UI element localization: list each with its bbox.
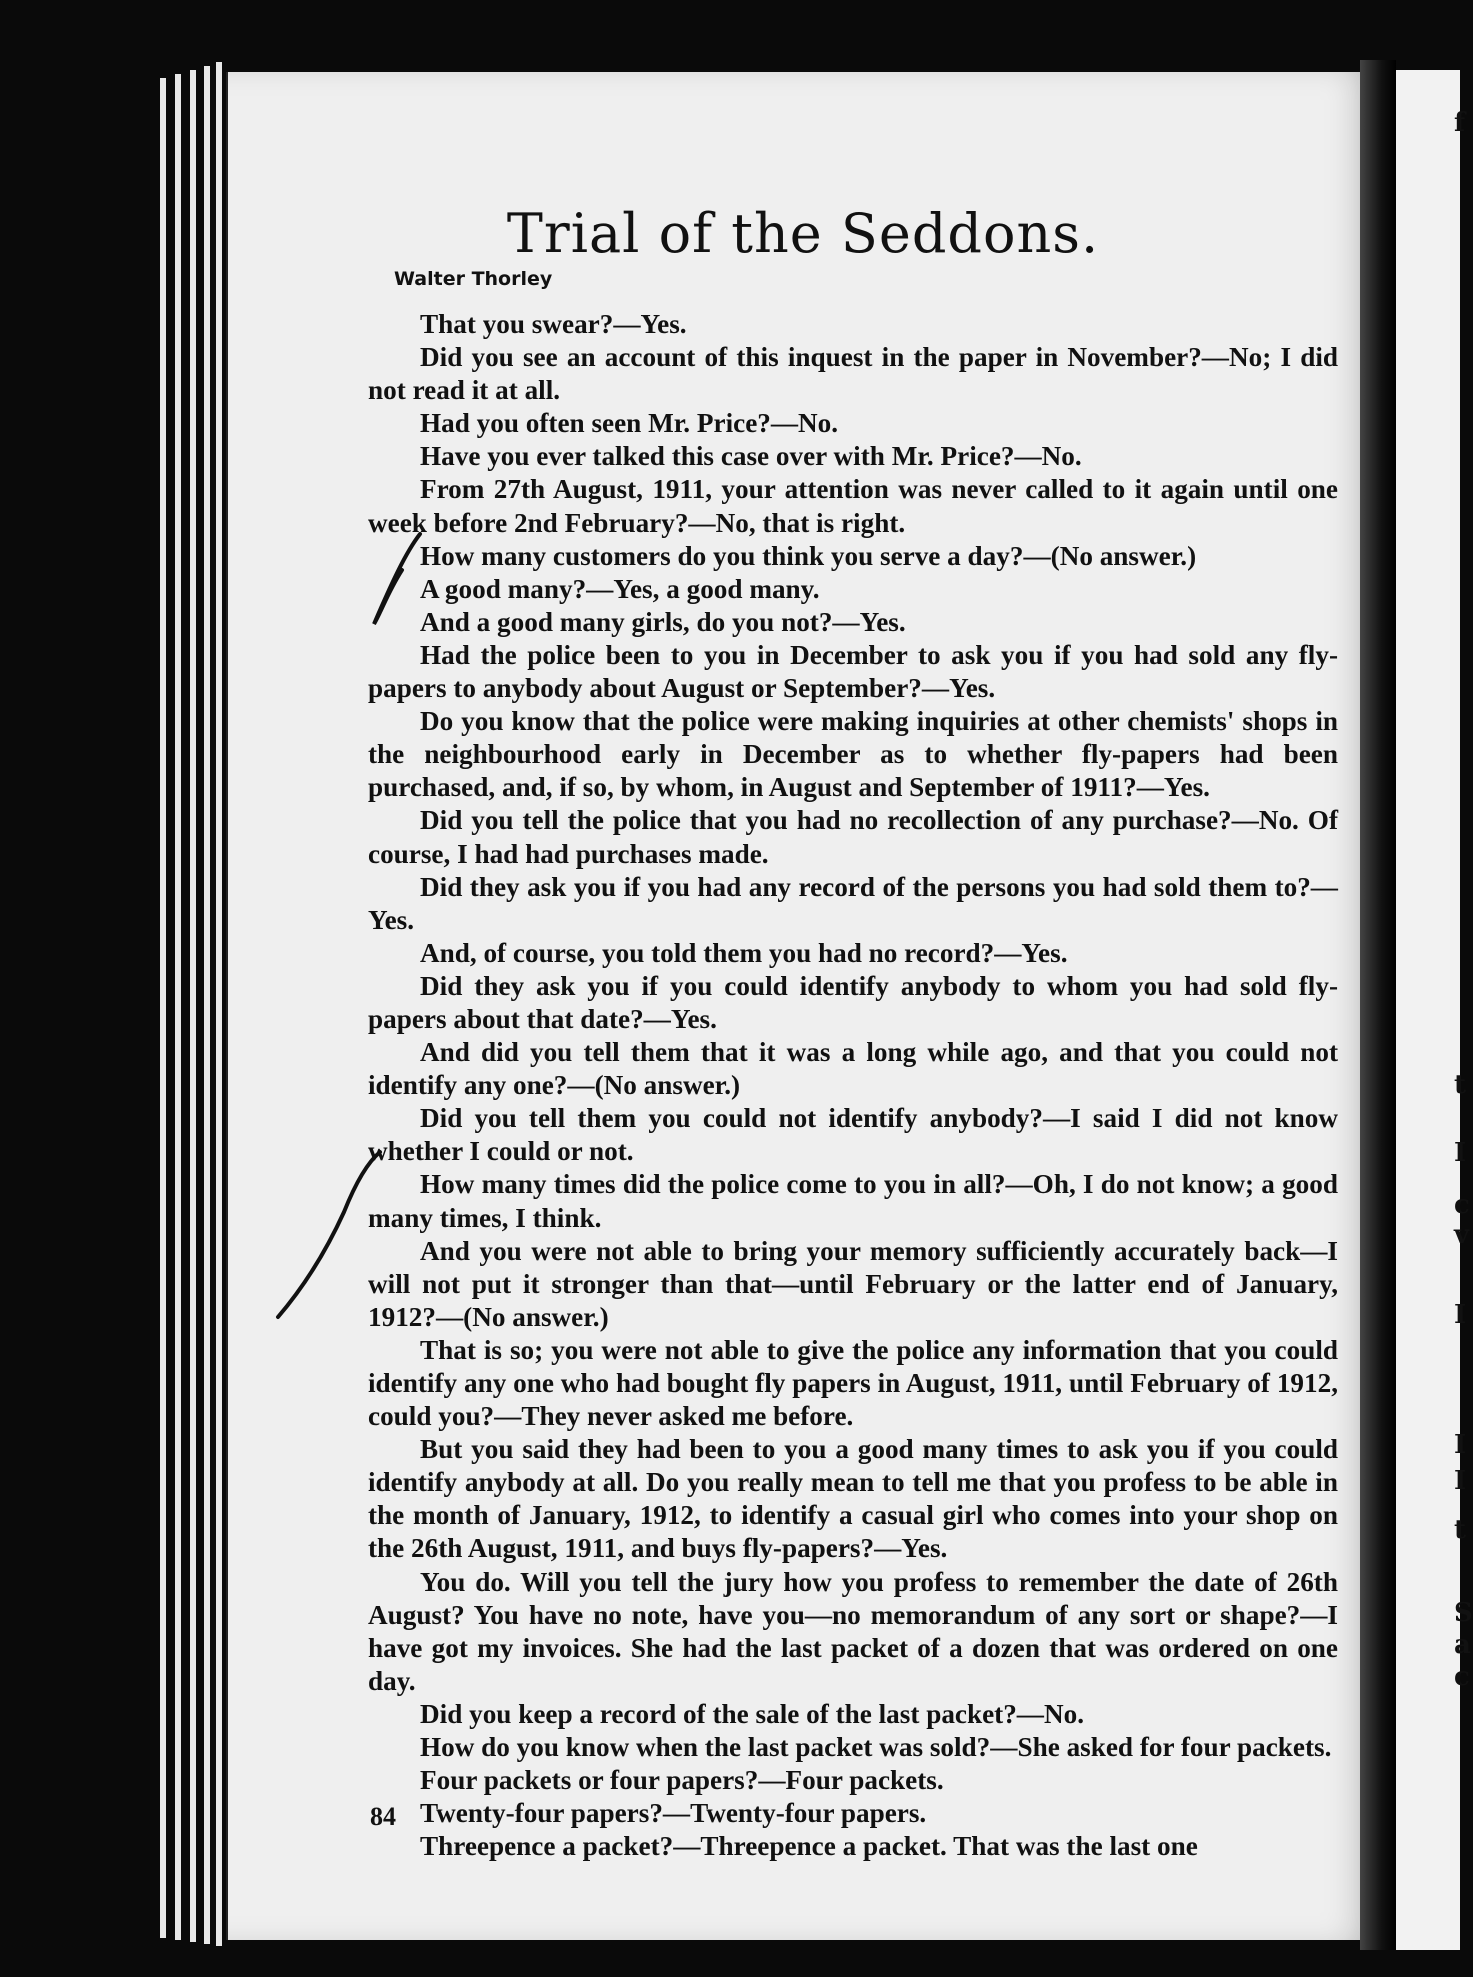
paragraph: And did you tell them that it was a long while ago, and that you could not identify any one?—(No answer.)	[368, 1037, 1338, 1101]
facing-page-fragment: S	[1454, 1598, 1473, 1628]
facing-page-fragment: a	[1454, 1630, 1471, 1660]
paragraph: Threepence a packet?—Threepence a packet. That was the last one	[420, 1831, 1198, 1862]
paragraph: Did you tell the police that you had no recollection of any purchase?—No. Of course, I had had purchases made.	[368, 805, 1338, 869]
paragraph: You do. Will you tell the jury how you profess to remember the date of 26th August? You have no note, have you—no memorandum of any sort or shape?—I have got my invoices. She had the last packet of a dozen that was ordered on one day.	[368, 1566, 1338, 1696]
paragraph: Had the police been to you in December to ask you if you had sold any fly-papers to anybody about August or September?—Yes.	[368, 639, 1338, 704]
paragraph: Twenty-four papers?—Twenty-four papers.	[420, 1798, 927, 1829]
paragraph: That is so; you were not able to give the police any information that you could identify any one who had bought fly papers in August, 1911, until February of 1912, could you?—They never asked me before.	[368, 1334, 1338, 1432]
facing-page-fragment: I	[1454, 1466, 1467, 1496]
margin-annotation-mark	[268, 1132, 388, 1332]
page-edge	[175, 74, 181, 1940]
paragraph: But you said they had been to you a good many times to ask you if you could identify anybody at all. Do you really mean to tell me that you profess to be able in the month of January, 1912, to identify a casual girl who comes into your shop on the 26th August, 1911, and buys fly-papers?—Yes.	[368, 1434, 1338, 1564]
paragraph: And, of course, you told them you had no record?—Yes.	[420, 937, 1068, 968]
paragraph: A good many?—Yes, a good many.	[420, 573, 820, 604]
page-edge	[204, 66, 210, 1944]
running-head: Trial of the Seddons.	[506, 202, 1100, 265]
paragraph: From 27th August, 1911, your attention was never called to it again until one week before 2nd February?—No, that is right.	[368, 474, 1338, 538]
book-gutter	[1360, 60, 1396, 1950]
paragraph: Did you keep a record of the sale of the last packet?—No.	[420, 1698, 1085, 1729]
paragraph: Did you tell them you could not identify anybody?—I said I did not know whether I could or not.	[368, 1103, 1338, 1167]
margin-annotation-mark	[358, 512, 438, 642]
paragraph: Did you see an account of this inquest in the paper in November?—No; I did not read it at all.	[368, 342, 1338, 406]
page-edge	[216, 62, 222, 1946]
facing-page-fragment: I	[1454, 1430, 1467, 1460]
paragraph: How many times did the police come to you in all?—Oh, I do not know; a good many times, I think.	[368, 1169, 1338, 1233]
paragraph: That you swear?—Yes.	[420, 309, 687, 339]
paragraph: Do you know that the police were making inquiries at other chemists' shops in the neighbourhood early in December as to whether fly-papers had been purchased, and, if so, by whom, in August and September of 1911?—Yes.	[368, 706, 1338, 803]
paragraph: Have you ever talked this case over with Mr. Price?—No.	[420, 441, 1082, 472]
facing-page-fragment: c	[1454, 1190, 1470, 1220]
facing-page-fragment: t	[1454, 1070, 1467, 1100]
paragraph: And a good many girls, do you not?—Yes.	[420, 606, 906, 637]
paragraph: How do you know when the last packet was sold?—She asked for four packets.	[420, 1732, 1332, 1763]
facing-page-fragment: c	[1454, 1662, 1470, 1692]
facing-page-fragment: I	[1454, 1138, 1467, 1168]
testimony-text	[368, 308, 1338, 1863]
paragraph: And you were not able to bring your memory sufficiently accurately back—I will not put it stronger than that—until February or the latter end of January, 1912?—(No answer.)	[368, 1235, 1338, 1332]
facing-page-fragment: I	[1454, 1300, 1467, 1330]
facing-page-fragment: t	[1454, 1515, 1467, 1545]
witness-name: Walter Thorley	[394, 268, 553, 290]
facing-page-edge	[1396, 70, 1473, 1950]
paragraph: Did they ask you if you had any record of the persons you had sold them to?—Yes.	[368, 871, 1338, 935]
page-number: 84	[370, 1802, 396, 1831]
paragraph: Did they ask you if you could identify anybody to whom you had sold fly-papers about that date?—Yes.	[368, 970, 1338, 1034]
paragraph: How many customers do you think you serve a day?—(No answer.)	[420, 540, 1197, 571]
book-page	[226, 72, 1378, 1940]
paragraph: Four packets or four papers?—Four packets.	[420, 1765, 944, 1796]
page-edge	[160, 78, 166, 1938]
facing-page-fragment: f	[1454, 108, 1466, 138]
facing-page-fragment: v	[1454, 1220, 1470, 1250]
page-edge	[190, 70, 196, 1942]
paragraph: Had you often seen Mr. Price?—No.	[420, 408, 839, 439]
